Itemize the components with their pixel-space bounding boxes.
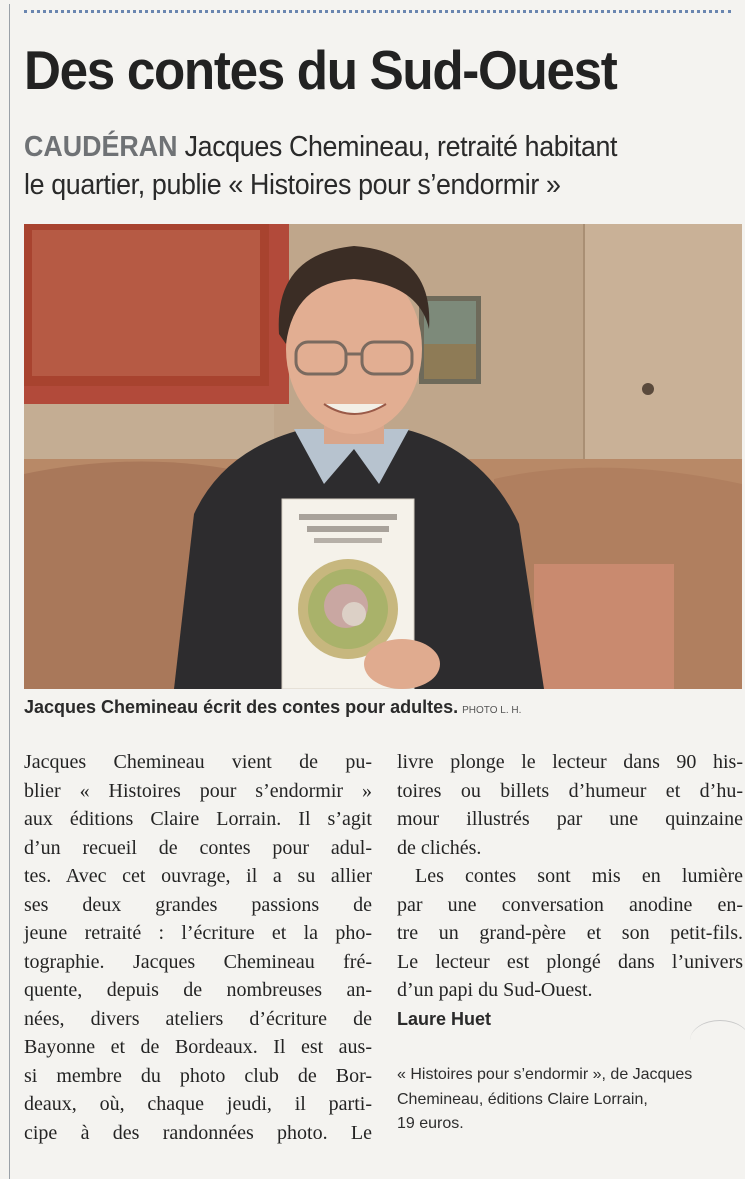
body-line: jeune retraité : l’écriture et la pho- <box>24 922 372 944</box>
info-line: Chemineau, éditions Claire Lorrain, <box>397 1090 648 1108</box>
body-line: Bayonne et de Bordeaux. Il est aus- <box>24 1036 372 1058</box>
body-line: toires ou billets d’humeur et d’hu- <box>397 779 743 802</box>
body-line: deaux, où, chaque jeudi, il parti- <box>24 1093 372 1115</box>
article-photo <box>24 224 742 689</box>
body-line: tre un grand-père et son petit-fils. <box>397 922 743 944</box>
body-line: Les contes sont mis en lumière <box>415 865 743 887</box>
deck-line-2: le quartier, publie « Histoires pour s’endormir » <box>24 169 561 201</box>
body-line: nées, divers ateliers d’écriture de <box>24 1007 372 1030</box>
body-line: d’un papi du Sud-Ouest. <box>397 979 593 1001</box>
byline: Laure Huet <box>397 1008 492 1029</box>
body-line: tes. Avec cet ouvrage, il a su allier <box>24 865 372 887</box>
photo-credit: PHOTO L. H. <box>462 705 522 716</box>
body-line: par une conversation anodine en- <box>397 893 743 916</box>
body-line: d’un recueil de contes pour adul- <box>24 836 372 859</box>
body-column-right <box>397 748 743 1033</box>
body-line: Jacques Chemineau vient de pu- <box>24 751 372 773</box>
body-line: livre plonge le lecteur dans 90 his- <box>397 751 743 773</box>
deck-line-1: Jacques Chemineau, retraité habitant <box>184 131 618 163</box>
body-line: ses deux grandes passions de <box>24 893 372 916</box>
body-line: Le lecteur est plongé dans l’univers <box>397 950 743 973</box>
body-line: si membre du photo club de Bor- <box>24 1064 372 1087</box>
body-line: mour illustrés par une quinzaine <box>397 808 743 830</box>
photo-illustration <box>24 224 742 689</box>
deck-kicker: CAUDÉRAN <box>24 131 178 163</box>
info-line: 19 euros. <box>397 1115 464 1132</box>
photo-caption <box>24 697 744 718</box>
info-divider <box>690 1020 745 1061</box>
caption-text: Jacques Chemineau écrit des contes pour adultes. <box>24 697 459 717</box>
body-column-left <box>24 748 372 1147</box>
body-line: de clichés. <box>397 836 482 859</box>
top-dotted-rule <box>24 10 731 13</box>
info-line: « Histoires pour s’endormir », de Jacques <box>397 1066 693 1083</box>
book-info <box>397 1063 743 1137</box>
body-line: cipe à des randonnées photo. Le <box>24 1121 372 1144</box>
headline: Des contes du Sud-Ouest <box>24 39 617 101</box>
body-line: aux éditions Claire Lorrain. Il s’agit <box>24 808 372 830</box>
column-divider-left <box>9 4 10 1179</box>
body-line: quente, depuis de nombreuses an- <box>24 979 372 1001</box>
body-line: blier « Histoires pour s’endormir » <box>24 779 372 802</box>
deck <box>24 128 727 204</box>
body-line: tographie. Jacques Chemineau fré- <box>24 950 372 973</box>
